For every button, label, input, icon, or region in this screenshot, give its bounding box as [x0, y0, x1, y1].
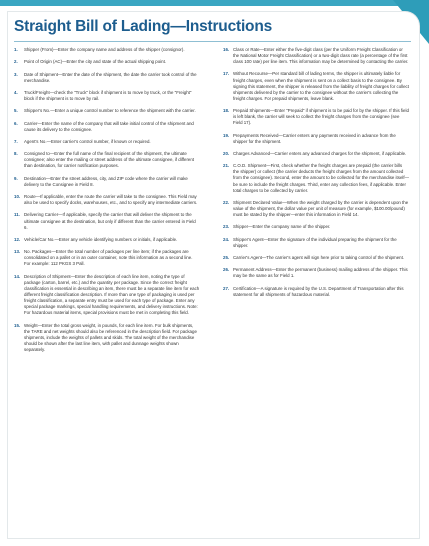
instruction-item	[223, 151, 409, 157]
instruction-number: 25.	[223, 255, 230, 261]
instruction-item	[14, 194, 200, 206]
instruction-number: 17.	[223, 71, 230, 77]
instruction-item	[14, 47, 200, 53]
instruction-number: 21.	[223, 163, 230, 169]
instruction-text: Weight—Enter the total gross weight, in pounds, for each line item. For bulk shipments, the TARE and net weights should also be referenced in the description field. For package shipments, include the weights of pallets and skids. The total weight of the merchandise should be shown after the last line item, with pallet and dunnage weights shown separately.	[24, 322, 197, 352]
instruction-item	[223, 108, 409, 126]
instruction-number: 14.	[14, 273, 21, 279]
instruction-text: Date of Shipment—Enter the date of the shipment, the date the carrier took control of the merchandise.	[24, 71, 197, 83]
instruction-number: 27.	[223, 285, 230, 291]
instruction-number: 13.	[14, 249, 21, 255]
instruction-number: 18.	[223, 108, 230, 114]
right-column	[223, 47, 409, 304]
instruction-item	[14, 139, 200, 145]
instruction-item	[14, 90, 200, 102]
instruction-number: 8.	[14, 151, 18, 157]
instruction-item	[223, 224, 409, 230]
instruction-number: 1.	[14, 47, 18, 52]
instruction-text: Shipper (From)—Enter the company name and address of the shipper (consignor).	[24, 47, 185, 52]
instruction-text: Vehicle/Car No.—Enter any vehicle identifying numbers or initials, if applicable.	[24, 236, 178, 242]
instruction-item	[14, 108, 200, 114]
instruction-text: Charges Advanced—Carrier enters any advanced charges for the shipment, if applicable.	[233, 150, 407, 156]
instruction-item	[14, 249, 200, 267]
instruction-item	[14, 323, 200, 353]
instruction-number: 19.	[223, 132, 230, 138]
instruction-text: Shipment Declared Value—When the weight charged by the carrier is dependent upon the value of the shipment, the dollar value per unit of measure (for example, $100.00/pound) must be stated by the shipper—enter this information in Field 14.	[233, 199, 409, 218]
instruction-text: C.O.D. Shipment—First, check whether the freight charges are prepaid (the carrier bills the shipper) or collect (the carrier deducts the freight charges from the amount collected from the consignee). Second, enter the amount to be collected for the merchandise itself—be sure to include the freight charges. Third, enter any collection fees, if applicable. Enter total charges to be collected by carrier.	[233, 163, 409, 193]
instruction-text: Without Recourse—Per standard bill of lading terms, the shipper is ultimately liable for freight charges, even when the shipment is sent on a collect basis to the consignee. By signing this statement, the shipper is released from the liability of freight charges for collect shipments delivered by the carrier to the consignee without the carrier's collecting the freight charges. For prepaid shipments, leave blank.	[233, 71, 409, 101]
instruction-text: No. Packages—Enter the total number of packages per line item; if the packages are consolidated on a pallet or in an outer container, note this information as a second line. For example: 112 PKGS 3 Pall.	[24, 249, 193, 267]
instruction-item	[14, 72, 200, 84]
instruction-number: 12.	[14, 236, 21, 242]
instruction-number: 24.	[223, 236, 230, 242]
instruction-number: 11.	[14, 212, 20, 218]
instruction-number: 20.	[223, 150, 230, 156]
page-title: Straight Bill of Lading—Instructions	[14, 18, 273, 35]
instruction-item	[223, 237, 409, 249]
instruction-text: Truck/Freight—check the "Truck" block if shipment is to move by truck, or the "Freight" block if the shipment is to move by rail.	[24, 89, 192, 102]
instruction-item	[14, 59, 200, 65]
instruction-text: Prepaid Shipments—Enter "Prepaid" if shipment is to be paid for by the shipper. If this field is left blank, the carrier will seek to collect the freight charges from the consignee (see Field 17).	[233, 108, 409, 126]
instruction-text: Shipper's Agent—Enter the signature of the individual preparing the shipment for the shipper.	[233, 236, 397, 248]
instruction-number: 9.	[14, 175, 18, 181]
instruction-number: 3.	[14, 71, 18, 77]
instruction-item	[223, 133, 409, 145]
instruction-text: Shipper—Enter the company name of the shipper.	[233, 224, 331, 230]
instruction-item	[14, 212, 200, 230]
instruction-text: Delivering Carrier—If applicable, specify the carrier that will deliver the shipment to the ultimate consignee at the destination, but only if different than the carrier entered in Field 6.	[24, 212, 196, 230]
instruction-item	[14, 274, 200, 317]
left-column	[14, 47, 200, 359]
instruction-item	[223, 200, 409, 218]
instruction-number: 22.	[223, 199, 230, 205]
instruction-item	[223, 71, 409, 101]
instruction-text: Class or Rate—Enter either the five-digit class (per the Uniform Freight Classification or the National Motor Freight Classification) or a two-digit class rate (a percentage of the first class 100 rate) per line item. This information may be determined by contacting the carrier.	[233, 47, 409, 65]
instruction-item	[14, 151, 200, 169]
instruction-number: 2.	[14, 59, 18, 65]
instruction-item	[14, 237, 200, 243]
instruction-item	[223, 267, 409, 279]
instruction-item	[223, 163, 409, 193]
instruction-number: 10.	[14, 194, 21, 200]
instruction-item	[14, 176, 200, 188]
instruction-item	[223, 255, 409, 261]
instruction-number: 15.	[14, 322, 21, 328]
instruction-text: Consigned to—Enter the full name of the final recipient of the shipment, the ultimate consignee; also enter the mailing or street address of the ultimate consignee, if different than destination, for carrier notification purposes.	[24, 151, 195, 169]
title-divider	[14, 41, 411, 42]
instruction-text: Certification—A signature is required by the U.S. Department of Transportation after this statement for all shipments of hazardous material.	[233, 285, 404, 297]
instruction-text: Agent's No.—Enter carrier's control number, if known or required.	[24, 138, 151, 144]
instruction-number: 26.	[223, 267, 230, 273]
instruction-number: 5.	[14, 108, 18, 114]
instruction-text: Carrier's Agent—The carrier's agent will sign here prior to taking control of the shipment.	[233, 255, 405, 261]
instruction-item	[223, 47, 409, 65]
instruction-text: Route—If applicable, enter the route the carrier will take to the consignee. This Field may also be used to specify docks, warehouses, etc., and to specify any intermediate carriers.	[24, 194, 198, 206]
instruction-number: 7.	[14, 138, 18, 144]
instruction-text: Permanent Address—Enter the permanent (business) mailing address of the shipper. This may be the same as for Field 1.	[233, 267, 408, 279]
instruction-item	[14, 121, 200, 133]
instruction-text: Carrier—Enter the name of the company that will take initial control of the shipment and cause its delivery to the consignee.	[24, 120, 194, 132]
instruction-text: Prepayments Received—Carrier enters any payments received in advance from the shipper for the shipment.	[233, 132, 396, 144]
instruction-number: 16.	[223, 47, 230, 52]
instruction-text: Point of Origin (AC)—Enter the city and state of the actual shipping point.	[24, 59, 167, 65]
instruction-number: 23.	[223, 224, 230, 230]
instruction-number: 6.	[14, 120, 18, 126]
instruction-item	[223, 286, 409, 298]
instruction-text: Destination—Enter the street address, city, and ZIP code where the carrier will make delivery to the Consignee in Field 8.	[24, 175, 188, 187]
instruction-text: Description of Shipment—Enter the description of each line item, noting the type of package (carton, barrel, etc.) and the quantity per package. Since the correct freight classification is essential in describing an item, there must be a separate line item for each different freight classification description. If more than one type of packaging is used per freight classification, a separate entry must be used for each type of package. Enter any special package markings, special handling requirements, and delivery instructions. Note: For hazardous material items, special provisions must be met in completing this field.	[24, 273, 200, 316]
instruction-text: Shipper's No.—Enter a unique control number to reference the shipment with the carrier.	[24, 108, 196, 114]
document-page	[8, 12, 419, 538]
instruction-number: 4.	[14, 89, 18, 95]
